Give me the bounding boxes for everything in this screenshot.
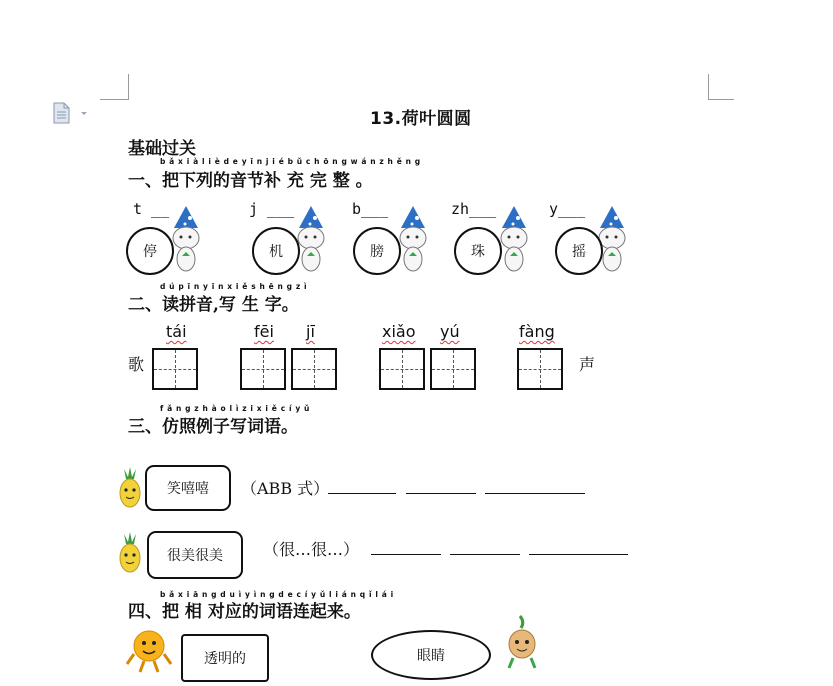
- q1-item-4-initial: zh___: [451, 200, 497, 218]
- section-heading: 基础过关: [128, 139, 196, 159]
- q3-example-2-box: 很美很美: [147, 531, 243, 579]
- sun-cartoon-icon: [124, 624, 174, 674]
- crop-mark-top-right-h: [708, 99, 734, 100]
- q2-pinyin-xiao: xiǎo: [382, 322, 416, 341]
- q2-pinyin-tai: tái: [166, 322, 187, 341]
- answer-blank[interactable]: [371, 554, 441, 555]
- writing-grid-box[interactable]: [152, 348, 198, 390]
- q1-heading: 一、把下列的音节补 充 完 整 。: [128, 171, 373, 191]
- q2-heading: 二、读拼音,写 生 字。: [128, 295, 299, 315]
- q4-right-word-ellipse[interactable]: 眼睛: [371, 630, 491, 680]
- q1-item-3-char: 膀: [353, 227, 401, 275]
- crop-mark-top-left: [128, 74, 129, 100]
- page-title: 13.荷叶圆圆: [370, 109, 472, 129]
- q1-item-5-char: 摇: [555, 227, 603, 275]
- q1-item-4-char: 珠: [454, 227, 502, 275]
- q1-pinyin-annotation: b ǎ x i à l i è d e y ī n j i é b ǔ c h ō n g w á n z h ě n g: [160, 157, 421, 166]
- q4-heading: 四、把 相 对应的词语连起来。: [128, 602, 361, 622]
- q1-item-1-char: 停: [126, 227, 174, 275]
- q1-item-5-initial: y___: [549, 200, 586, 218]
- answer-blank[interactable]: [406, 493, 476, 494]
- document-options-icon[interactable]: [52, 102, 90, 128]
- writing-grid-box[interactable]: [379, 348, 425, 390]
- q2-suffix-char: 声: [579, 355, 596, 374]
- q2-pinyin-fei: fēi: [254, 322, 274, 341]
- writing-grid-box[interactable]: [517, 348, 563, 390]
- q1-item-1-initial: t __: [133, 200, 170, 218]
- q2-pinyin-annotation: d ú p ī n y ī n x i ě s h ē n g z ì: [160, 282, 308, 291]
- writing-grid-box[interactable]: [291, 348, 337, 390]
- writing-grid-box[interactable]: [430, 348, 476, 390]
- q1-item-2-initial: j ___: [249, 200, 295, 218]
- q3-example-1-box: 笑嘻嘻: [145, 465, 231, 511]
- q1-item-2-char: 机: [252, 227, 300, 275]
- q2-prefix-char: 歌: [128, 355, 145, 374]
- q3-heading: 三、仿照例子写词语。: [128, 417, 298, 437]
- pineapple-cartoon-icon: [114, 465, 146, 511]
- pineapple-cartoon-icon: [114, 530, 146, 576]
- q2-pinyin-fang: fàng: [519, 322, 555, 341]
- q2-pinyin-yu: yú: [440, 322, 460, 341]
- crop-mark-top-left-h: [100, 99, 128, 100]
- answer-blank[interactable]: [328, 493, 396, 494]
- q4-left-word-box[interactable]: 透明的: [181, 634, 269, 682]
- onion-cartoon-icon: [503, 614, 541, 670]
- q2-pinyin-ji: jī: [306, 322, 315, 341]
- answer-blank[interactable]: [485, 493, 585, 494]
- writing-grid-box[interactable]: [240, 348, 286, 390]
- q1-item-3-initial: b___: [352, 200, 389, 218]
- answer-blank[interactable]: [450, 554, 520, 555]
- q3-pinyin-annotation: f ǎ n g z h à o l ì z i x i ě c í y ǔ: [160, 404, 310, 413]
- q4-pinyin-annotation: b ǎ x i ā n g d u ì y ì n g d e c í y ǔ l i á n q ǐ l á i: [160, 590, 394, 599]
- answer-blank[interactable]: [529, 554, 628, 555]
- q3-pattern-1: （ABB 式）: [241, 479, 330, 498]
- crop-mark-top-right: [708, 74, 709, 100]
- q3-pattern-2: （很…很…）: [263, 540, 360, 559]
